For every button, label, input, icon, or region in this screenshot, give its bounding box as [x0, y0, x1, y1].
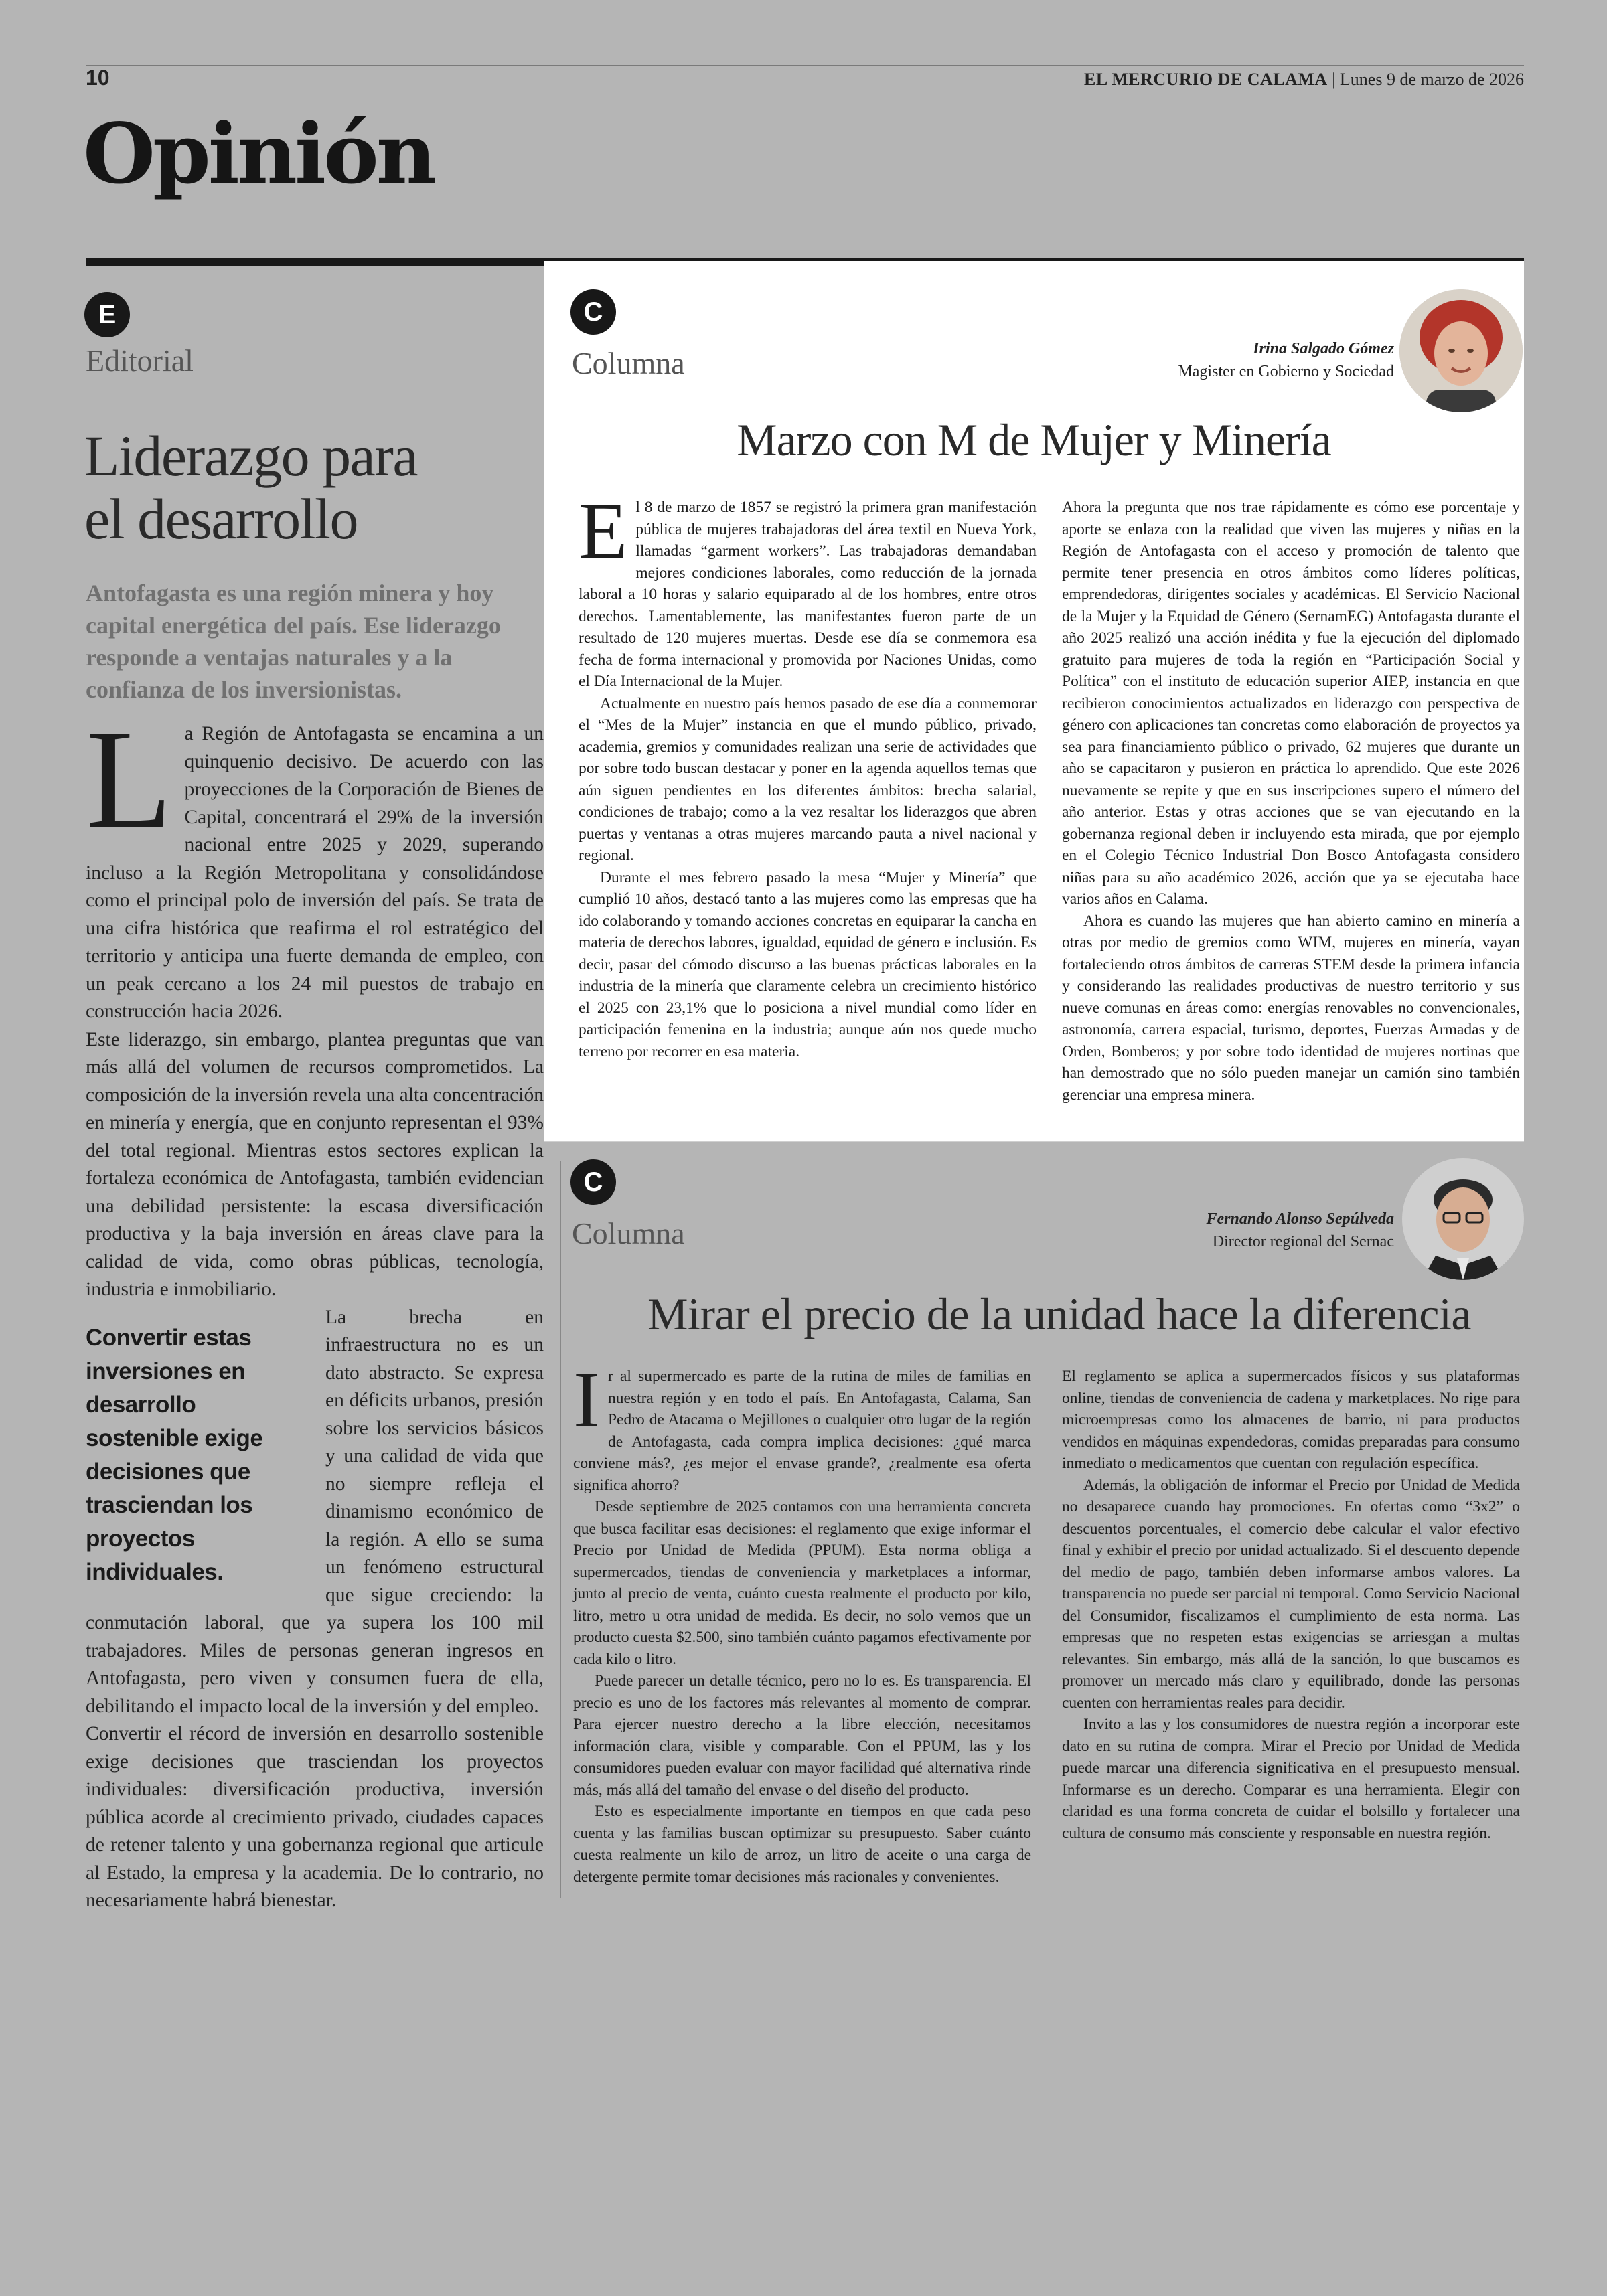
- author-photo: [1402, 1158, 1524, 1280]
- editorial-paragraph: Este liderazgo, sin embargo, plantea preguntas que van más allá del volumen de recursos comprometidos. La composición de la inversión revela una alta concentración en minería y energía, que en conjunto representan el 93% del total regional. Mientras estos sectores explican la fortaleza económica de Antofagasta, también evidencian una debilidad persistente: la escasa diversificación productiva y la baja inversión en áreas clave para la calidad de vida, como obras públicas, tecnología, industria e inmobiliario.: [86, 1028, 544, 1300]
- author-photo-image: [1402, 1158, 1524, 1280]
- author-role: Director regional del Sernac: [1212, 1233, 1394, 1250]
- column-paragraph: El reglamento se aplica a supermercados físicos y sus plataformas online, tiendas de conveniencia de cadena y marketplaces. No rige para microempresas como los almacenes de barrio, ni para productos vendidos en máquinas expendedoras, comidas preparadas para consumo inmediato o medicamentos que cuentan con regulación específica.: [1062, 1368, 1520, 1472]
- section-title: Opinión: [83, 106, 434, 203]
- editorial-deck: Antofagasta es una región minera y hoy capital energética del país. Ese liderazgo responde a ventajas naturales y a la confianza de los inversionistas.: [86, 580, 501, 703]
- column-badge: C: [570, 289, 616, 335]
- editorial-paragraph: a Región de Antofagasta se encamina a un quinquenio decisivo. De acuerdo con las proyecciones de la Corporación de Bienes de Capital, concentrará el 29% de la inversión nacional entre 2025 y 2029, superando incluso a la Región Metropolitana y consolidándose como el principal polo de inversión del país. Se trata de una cifra histórica que reafirma el rol estratégico del territorio y anticipa una fuerte demanda de empleo, con un peak cercano a los 24 mil puestos de trabajo en construcción hacia 2026.: [86, 723, 544, 1022]
- editorial-drop-cap: L: [86, 700, 173, 857]
- author-name: Fernando Alonso Sepúlveda: [1206, 1210, 1394, 1228]
- editorial-paragraph: La brecha en infraestructura no es un dato abstracto. Se expresa en déficits urbanos, presión sobre los servicios básicos y una calidad de vida que no siempre refleja el dinamismo económico de la región. A ello se suma un fenómeno estructural que sigue creciendo: la conmutación laboral, que ya supera los 100 mil trabajadores. Miles de personas generan ingresos en Antofagasta, pero viven y consumen fuera de ella, debilitando el impacto local de la inversión y del empleo.: [86, 1306, 544, 1717]
- masthead-line: [1084, 70, 1524, 90]
- editorial-pullquote: Convertir estas inversiones en desarrollo sostenible exige decisiones que trasciendan los proyectos individuales.: [86, 1324, 263, 1585]
- column-paragraph: l 8 de marzo de 1857 se registró la primera gran manifestación pública de mujeres trabajadoras del área textil en Nueva York, llamadas “garment workers”. Las trabajadoras demandaban mejores condiciones laborales, como reducción de la jornada laboral a 10 horas y salario equiparado al de los hombres, entre otros derechos. Lamentablemente, las manifestantes fueron parte de un resultado de 120 mujeres muertas. Desde ese día se conmemora esa fecha de forma internacional y promovida por Naciones Unidas, como el Día Internacional de la Mujer.: [579, 499, 1037, 690]
- column-paragraph: Invito a las y los consumidores de nuestra región a incorporar este dato en su rutina de compra. Mirar el Precio por Unidad de Medida puede marcar una diferencia significativa en el presupuesto mensual. Informarse es un derecho. Comparar es una herramienta. Elegir con claridad es una forma concreta de cuidar el bolsillo y fortalecer una cultura de consumo más consciente y responsable en nuestra región.: [1062, 1716, 1520, 1842]
- column-kicker: Columna: [572, 346, 685, 380]
- column-text-left: [579, 486, 1037, 1062]
- column-badge: C: [570, 1159, 616, 1205]
- editorial-headline-line2: el desarrollo: [84, 487, 358, 551]
- top-rule: [86, 65, 1524, 66]
- separator: |: [1332, 70, 1336, 89]
- page-number: 10: [86, 66, 110, 90]
- editorial-body: [86, 700, 544, 1915]
- column-text-left: [573, 1355, 1031, 1888]
- column-paragraph: Puede parecer un detalle técnico, pero no lo es. Es transparencia. El precio es uno de los factores más relevantes al momento de comprar. Para ejercer nuestro derecho a la libre elección, necesitamos información clara, visible y comparable. Con el PPUM, las y los consumidores pueden evaluar con mayor facilidad qué alternativa rinde más, más allá del tamaño del envase o del diseño del producto.: [573, 1672, 1031, 1799]
- editorial-kicker: Editorial: [86, 343, 194, 378]
- editorial-badge: E: [84, 292, 130, 337]
- column-paragraph: Ahora la pregunta que nos trae rápidamente es cómo ese porcentaje y aporte se enlaza con la realidad que viven las mujeres y niñas en la Región de Antofagasta con el acceso y promoción de talento que permite tener presencia en otros ámbitos como líderes políticas, emprendedoras, dirigentes sociales y académicas. El Servicio Nacional de la Mujer y la Equidad de Género (SernamEG) Antofagasta durante el año 2025 realizó una acción inédita y fue la ejecución del diplomado gratuito para mujeres de toda la región en “Participación Social y Política” con el instituto de educación superior AIEP, instancia en que recibieron conocimientos actualizados en liderazgo con perspectiva de género con aplicaciones tan concretas como elaboración de proyectos ya sea para financiamiento público o privado, 62 mujeres que durante un año se capacitaron y pusieron en práctica lo aprendido. Que este 2026 nuevamente se repite y que en sus inscripciones supero el número del año anterior. Estas y otras acciones que se van ejecutando en la gobernanza regional deben ir incluyendo esta mirada, que por ejemplo en el Colegio Técnico Industrial Don Bosco Antofagasta considero niñas para su año académico 2026, acción que ya se ejecutaba hace varios años en Calama.: [1062, 499, 1520, 908]
- editorial-paragraph: Convertir el récord de inversión en desarrollo sostenible exige decisiones que trasciendan los proyectos individuales: diversificación productiva, inversión pública acorde al crecimiento privado, ciudades capaces de retener talento y una gobernanza regional que articule al Estado, la empresa y la academia. De lo contrario, no necesariamente habrá bienestar.: [86, 1723, 544, 1911]
- author-photo: [1399, 289, 1523, 412]
- column-paragraph: Actualmente en nuestro país hemos pasado de ese día a conmemorar el “Mes de la Mujer” instancia en que el mundo público, privado, academia, gremios y comunidades realizan una serie de actividades que por sobre todo buscan destacar y poner en la agenda aquellos temas que aún siguen pendientes en los diferentes ámbitos: brecha salarial, condiciones de trabajo; como a la vez resaltar los liderazgos que abren puertas y ventanas a otras mujeres marcando pauta a nivel nacional y regional.: [579, 694, 1037, 864]
- paper-name: EL MERCURIO DE CALAMA: [1084, 70, 1328, 89]
- column-box-rule: [544, 1141, 1524, 1142]
- author-name: Irina Salgado Gómez: [1253, 340, 1394, 357]
- issue-date: Lunes 9 de marzo de 2026: [1339, 70, 1524, 89]
- editorial-headline: [84, 424, 540, 550]
- column-paragraph: Durante el mes febrero pasado la mesa “Mujer y Minería” que cumplió 10 años, destacó tanto a las mujeres como las empresas que ha ido colaborando y tomando acciones concretas en equiparar la cancha en materia de derechos labores, igualdad, equidad de género e inclusión. Es decir, pasar del cómodo discurso a las buenas prácticas laborales en la industria de la minería que claramente celebra un crecimiento histórico el 2025 con 23,1% que lo posiciona a nivel mundial como líder en participación femenina en la industria; aunque aún nos quede mucho terreno por recorrer en esa materia.: [579, 868, 1037, 1060]
- column-text-right: [1062, 1366, 1520, 1844]
- column-kicker: Columna: [572, 1216, 685, 1250]
- column-paragraph: r al supermercado es parte de la rutina de miles de familias en nuestra región y en todo el país. En Antofagasta, Calama, San Pedro de Atacama o Mejillones o cualquier otro lugar de la región de Antofagasta, cada compra implica decisiones: ¿qué marca conviene más?, ¿es mejor el envase grande?, ¿realmente esa oferta significa ahorro?: [573, 1368, 1031, 1494]
- column-paragraph: Esto es especialmente importante en tiempos en que cada peso cuenta y las familias buscan optimizar su presupuesto. Saber cuánto cuesta realmente un kilo de arroz, un litro de aceite o una carga de detergente permite tomar decisiones más racionales y convenientes.: [573, 1803, 1031, 1886]
- column-divider: [560, 1161, 561, 1898]
- column-drop-cap: E: [579, 486, 628, 575]
- column-paragraph: Además, la obligación de informar el Precio por Unidad de Medida no desaparece cuando hay promociones. En ofertas como “3x2” o descuentos porcentuales, el comercio debe calcular el valor efectivo final y exhibir el precio por unidad actualizado. Si el descuento depende del medio de pago, también deben informarse ambos valores. La transparencia no puede ser parcial ni temporal. Como Servicio Nacional del Consumidor, fiscalizamos el cumplimiento de esta norma. Las empresas que no respeten estas exigencias se arriesgan a multas relevantes. Sin embargo, más allá de la sanción, lo que buscamos es promover un mercado más claro y equilibrado, donde las personas cuenten con herramientas reales para decidir.: [1062, 1476, 1520, 1712]
- column-title: Marzo con M de Mujer y Minería: [737, 414, 1331, 465]
- column-text-right: [1062, 497, 1520, 1106]
- author-photo-image: [1399, 289, 1523, 412]
- editorial-headline-line1: Liderazgo para: [84, 424, 418, 488]
- column-title: Mirar el precio de la unidad hace la diferencia: [647, 1289, 1472, 1339]
- column-paragraph: Desde septiembre de 2025 contamos con una herramienta concreta que busca facilitar esas decisiones: el reglamento que exige informar el Precio por Unidad de Medida (PPUM). Esta norma obliga a supermercados, tiendas de conveniencia y marketplaces a informar, junto al precio de venta, cuánto cuesta realmente el producto por kilo, litro, metro u otra unidad de medida. Es decir, no solo vemos que un producto cuesta $2.500, sino también cuánto pagamos efectivamente por cada kilo o litro.: [573, 1498, 1031, 1668]
- column-paragraph: Ahora es cuando las mujeres que han abierto camino en minería a otras por medio de gremios como WIM, mujeres en minería, vayan fortaleciendo otros ámbitos de carreras STEM desde la primera infancia y considerando las realidades productivas de nuestro territorio y sus nueve comunas en áreas como: energías renovables no convencionales, astronomía, carrera espacial, turismo, deportes, Fuerzas Armadas y de Orden, Bomberos; y por sobre todo identidad de mujeres nortinas que han demostrado que no sólo pueden manejar un camión sino también gerenciar una empresa minera.: [1062, 912, 1520, 1104]
- column-drop-cap: I: [573, 1355, 600, 1444]
- author-role: Magister en Gobierno y Sociedad: [1178, 363, 1394, 380]
